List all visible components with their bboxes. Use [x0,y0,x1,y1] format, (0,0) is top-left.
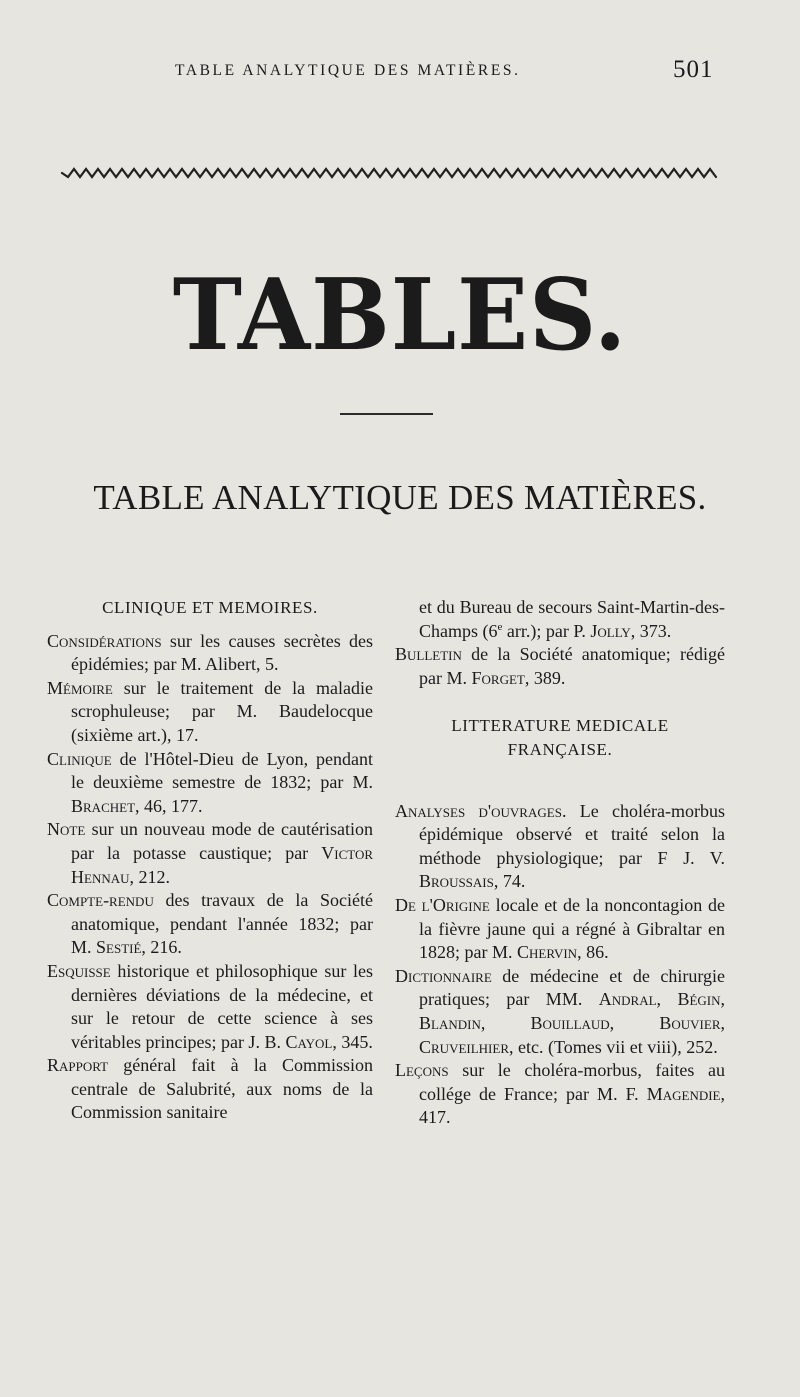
author-name: Magendie [646,1083,721,1104]
author-name: Brachet [71,795,136,816]
entry-text: . Le choléra-morbus épidémique observé et traité selon la méthode physiologique; par F J. V. [419,800,725,868]
index-entry [47,818,373,889]
entry-lead: Mémoire [47,677,113,698]
entry-lead: Leçons [395,1060,449,1081]
index-entry [395,1059,725,1130]
left-entries [47,630,373,1125]
decorative-rule [60,163,718,183]
author-name: Andral, Bégin, Blandin, Bouillaud, Bouvier, Cruveilhier [419,989,725,1057]
entry-tail: , 345. [332,1031,373,1052]
entry-tail: , 216. [141,937,182,958]
index-entry [47,748,373,819]
tables-title: TABLES. [172,258,628,373]
entry-text: de médecine et de chirurgie pratiques; par MM. [419,965,725,1010]
entry-lead: Compte-rendu [47,890,154,911]
entry-lead: Considérations [47,630,162,651]
entry-text: sur les causes secrètes des épidémies; par M. Alibert, 5. [71,630,373,675]
entry-text: sur le traitement de la maladie scrophuleuse; par M. Baudelocque (sixième art.), 17. [71,677,373,745]
entry-text: général fait à la Commission centrale de Salubrité, aux noms de la Commission sanitaire [71,1055,373,1123]
entry-tail: , 373. [630,620,672,641]
right-entries [395,800,725,1130]
entry-lead: Analyses d'ouvrages [395,800,562,821]
continuation-entry [395,596,725,643]
entry-tail: , 46, 177. [135,795,203,816]
running-title: TABLE ANALYTIQUE DES MATIÈRES. [175,62,521,79]
entry-tail: , 389. [524,667,566,688]
entry-tail: , 74. [493,871,526,892]
index-entry [47,1054,373,1125]
right-column [395,596,725,1130]
section-heading-line: LITTERATURE MEDICALE [451,716,669,736]
author-name: Forget [471,667,525,688]
entry-lead: Esquisse [47,960,111,981]
entry-text: arr.); par P. [502,620,591,641]
entry-text: de l'Hôtel-Dieu de Lyon, pendant le deuxième semestre de 1832; par M. [71,748,373,793]
entry-text: des travaux de la Société anatomique, pendant l'année 1832; par M. [71,890,373,958]
page-header [0,56,800,92]
page-number: 501 [673,56,714,83]
title-rule [340,413,433,415]
author-name: Broussais [419,871,494,892]
index-entry [47,960,373,1054]
index-entry [47,630,373,677]
author-name: Jolly [590,620,631,641]
entry-text: sur un nouveau mode de cautérisation par la potasse caustique; par [71,819,373,863]
index-entry [395,965,725,1059]
entry-lead: Rapport [47,1055,109,1076]
entry-lead: Note [47,819,86,840]
section-heading-clinique: CLINIQUE ET MEMOIRES. [102,598,318,617]
index-entry [395,800,725,894]
entry-text: historique et philosophique sur les dernières déviations de la médecine, et sur le retour de cette science à ses véritables principes; par J. B. [71,960,373,1052]
entry-lead: Bulletin [395,644,462,665]
author-name: Chervin [517,942,578,963]
author-name: Victor Hennau [71,842,373,887]
author-name: Cayol [285,1031,333,1052]
table-analytique-heading: TABLE ANALYTIQUE DES MATIÈRES. [93,478,707,517]
author-name: Sestié [96,937,142,958]
entry-tail: , etc. (Tomes vii et viii), 252. [509,1036,718,1057]
index-entry [47,677,373,748]
superscript: e [497,620,503,633]
left-column [47,596,373,1125]
entry-text: locale et de la noncontagion de la fièvre jaune qui a régné à Gibraltar en 1828; par M. [419,894,725,963]
entry-tail: , 417. [419,1083,725,1128]
section-heading-litterature [395,714,725,761]
entry-tail: , 86. [577,942,609,963]
index-entry [395,643,725,690]
entry-text: sur le choléra-morbus, faites au collége de France; par M. F. [419,1060,725,1104]
entry-lead: Dictionnaire [395,965,492,986]
index-entry [395,894,725,965]
entry-lead: Clinique [47,748,112,769]
section-heading-line: FRANÇAISE. [507,739,613,759]
index-entry [47,889,373,960]
entry-lead: De l'Origine [395,894,490,915]
right-entries-before [395,643,725,690]
entry-tail: , 212. [129,866,170,887]
entry-text: de la Société anatomique; rédigé par M. [419,644,725,688]
entry-text: et du Bureau de secours Saint-Martin-des-Champs (6 [419,597,725,641]
